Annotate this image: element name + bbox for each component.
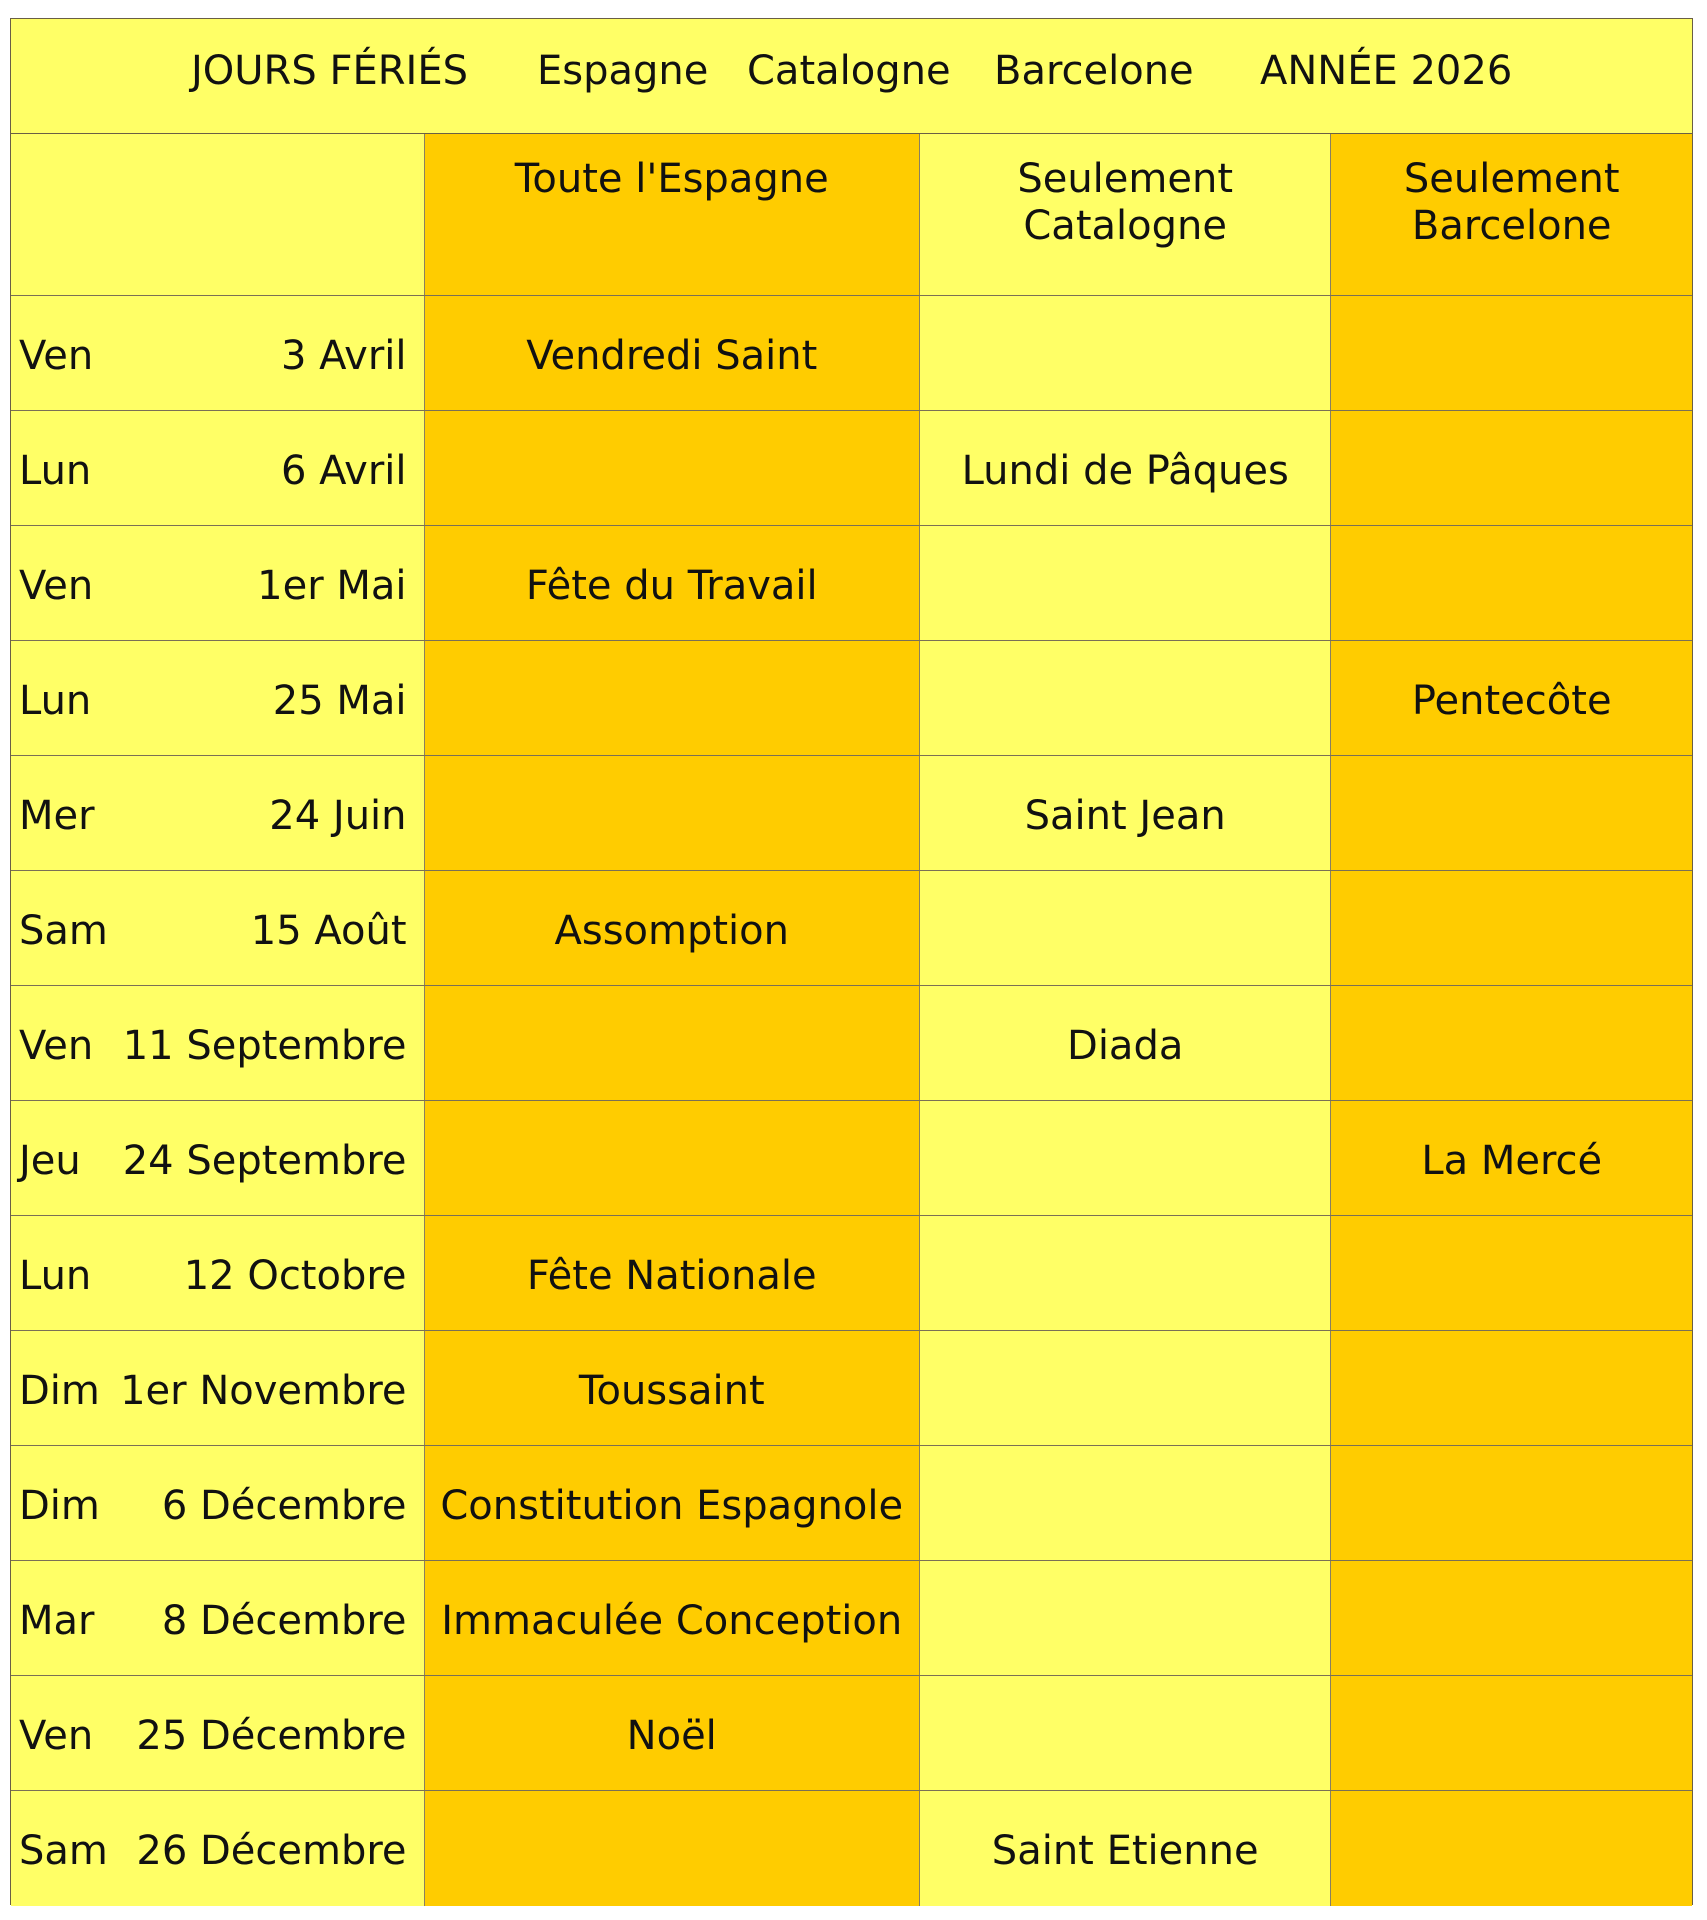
date-cell: [11, 296, 425, 410]
barcelona-holiday-cell: [1331, 1561, 1692, 1675]
table-row: [11, 1561, 1692, 1676]
spain-holiday-cell: Assomption: [425, 871, 920, 985]
table-row: [11, 1101, 1692, 1216]
catalonia-holiday-cell: Saint Jean: [920, 756, 1332, 870]
title-row: [11, 19, 1692, 134]
weekday: Mer: [19, 792, 95, 839]
date: 8 Décembre: [161, 1597, 407, 1644]
header-barcelona-only: [1331, 134, 1692, 295]
header-catalonia-only: [920, 134, 1332, 295]
catalonia-holiday-cell: [920, 1676, 1332, 1790]
table-row: [11, 1216, 1692, 1331]
date: 1er Novembre: [120, 1367, 407, 1414]
date: 6 Décembre: [161, 1482, 407, 1529]
date-cell: [11, 1791, 425, 1906]
date: 15 Août: [250, 907, 407, 954]
date-cell: [11, 1446, 425, 1560]
date-cell: [11, 986, 425, 1100]
weekday: Lun: [19, 677, 92, 724]
table-row: [11, 296, 1692, 411]
barcelona-holiday-cell: Pentecôte: [1331, 641, 1692, 755]
weekday: Ven: [19, 562, 94, 609]
date-cell: [11, 1216, 425, 1330]
weekday: Sam: [19, 907, 108, 954]
catalonia-holiday-cell: [920, 1561, 1332, 1675]
date-cell: [11, 411, 425, 525]
header-all-spain: [425, 134, 920, 295]
spain-holiday-cell: [425, 1101, 920, 1215]
spain-holiday-cell: [425, 986, 920, 1100]
table-row: [11, 526, 1692, 641]
date-cell: [11, 526, 425, 640]
date-cell: [11, 641, 425, 755]
date-cell: [11, 1331, 425, 1445]
date-cell: [11, 1101, 425, 1215]
table-row: [11, 986, 1692, 1101]
title-label: JOURS FÉRIÉS: [191, 48, 468, 94]
weekday: Dim: [19, 1367, 100, 1414]
date: 11 Septembre: [122, 1022, 407, 1069]
date: 25 Décembre: [136, 1712, 407, 1759]
catalonia-holiday-cell: [920, 526, 1332, 640]
date: 6 Avril: [281, 447, 407, 494]
holiday-grid: [11, 134, 1692, 1906]
spain-holiday-cell: [425, 1791, 920, 1906]
spain-holiday-cell: Vendredi Saint: [425, 296, 920, 410]
table-row: [11, 641, 1692, 756]
header-catalonia-line1: Seulement: [1017, 156, 1234, 202]
weekday: Ven: [19, 332, 94, 379]
catalonia-holiday-cell: [920, 1216, 1332, 1330]
catalonia-holiday-cell: [920, 296, 1332, 410]
column-header-row: [11, 134, 1692, 296]
table-row: [11, 1331, 1692, 1446]
header-barcelona-line1: Seulement: [1403, 156, 1620, 202]
date-cell: [11, 1561, 425, 1675]
date-cell: [11, 871, 425, 985]
date: 3 Avril: [281, 332, 407, 379]
title-city: Barcelone: [994, 48, 1194, 94]
weekday: Ven: [19, 1712, 94, 1759]
spain-holiday-cell: Toussaint: [425, 1331, 920, 1445]
table-row: [11, 1791, 1692, 1906]
spain-holiday-cell: Fête du Travail: [425, 526, 920, 640]
barcelona-holiday-cell: [1331, 1216, 1692, 1330]
spain-holiday-cell: Immaculée Conception: [425, 1561, 920, 1675]
date: 26 Décembre: [136, 1828, 407, 1874]
weekday: Dim: [19, 1482, 100, 1529]
date: 24 Septembre: [122, 1137, 407, 1184]
date: 25 Mai: [272, 677, 407, 724]
weekday: Lun: [19, 1252, 92, 1299]
spain-holiday-cell: Noël: [425, 1676, 920, 1790]
weekday: Ven: [19, 1022, 94, 1069]
catalonia-holiday-cell: [920, 1446, 1332, 1560]
catalonia-holiday-cell: Lundi de Pâques: [920, 411, 1332, 525]
catalonia-holiday-cell: [920, 1101, 1332, 1215]
spain-holiday-cell: Fête Nationale: [425, 1216, 920, 1330]
table-row: [11, 871, 1692, 986]
spain-holiday-cell: [425, 756, 920, 870]
barcelona-holiday-cell: [1331, 296, 1692, 410]
weekday: Sam: [19, 1828, 108, 1874]
table-row: [11, 411, 1692, 526]
barcelona-holiday-cell: [1331, 756, 1692, 870]
barcelona-holiday-cell: [1331, 526, 1692, 640]
date-cell: [11, 756, 425, 870]
catalonia-holiday-cell: Saint Etienne: [920, 1791, 1332, 1906]
catalonia-holiday-cell: Diada: [920, 986, 1332, 1100]
barcelona-holiday-cell: [1331, 986, 1692, 1100]
catalonia-holiday-cell: [920, 641, 1332, 755]
title-region: Catalogne: [747, 48, 951, 94]
catalonia-holiday-cell: [920, 1331, 1332, 1445]
table-row: [11, 1676, 1692, 1791]
barcelona-holiday-cell: La Mercé: [1331, 1101, 1692, 1215]
barcelona-holiday-cell: [1331, 1676, 1692, 1790]
barcelona-holiday-cell: [1331, 1331, 1692, 1445]
barcelona-holiday-cell: [1331, 871, 1692, 985]
weekday: Mar: [19, 1597, 95, 1644]
spain-holiday-cell: [425, 411, 920, 525]
title-country: Espagne: [537, 48, 709, 94]
barcelona-holiday-cell: [1331, 411, 1692, 525]
date: 24 Juin: [269, 792, 407, 839]
header-catalonia-line2: Catalogne: [1023, 203, 1227, 249]
date: 12 Octobre: [183, 1252, 407, 1299]
header-date-column: [11, 134, 425, 295]
barcelona-holiday-cell: [1331, 1446, 1692, 1560]
catalonia-holiday-cell: [920, 871, 1332, 985]
weekday: Jeu: [19, 1137, 81, 1184]
title-year: ANNÉE 2026: [1260, 48, 1513, 94]
header-all-spain-label: Toute l'Espagne: [514, 156, 829, 202]
weekday: Lun: [19, 447, 92, 494]
date: 1er Mai: [257, 562, 407, 609]
table-row: [11, 756, 1692, 871]
date-cell: [11, 1676, 425, 1790]
holiday-table: [10, 18, 1693, 1905]
table-row: [11, 1446, 1692, 1561]
header-barcelona-line2: Barcelone: [1411, 203, 1612, 249]
spain-holiday-cell: Constitution Espagnole: [425, 1446, 920, 1560]
spain-holiday-cell: [425, 641, 920, 755]
barcelona-holiday-cell: [1331, 1791, 1692, 1906]
